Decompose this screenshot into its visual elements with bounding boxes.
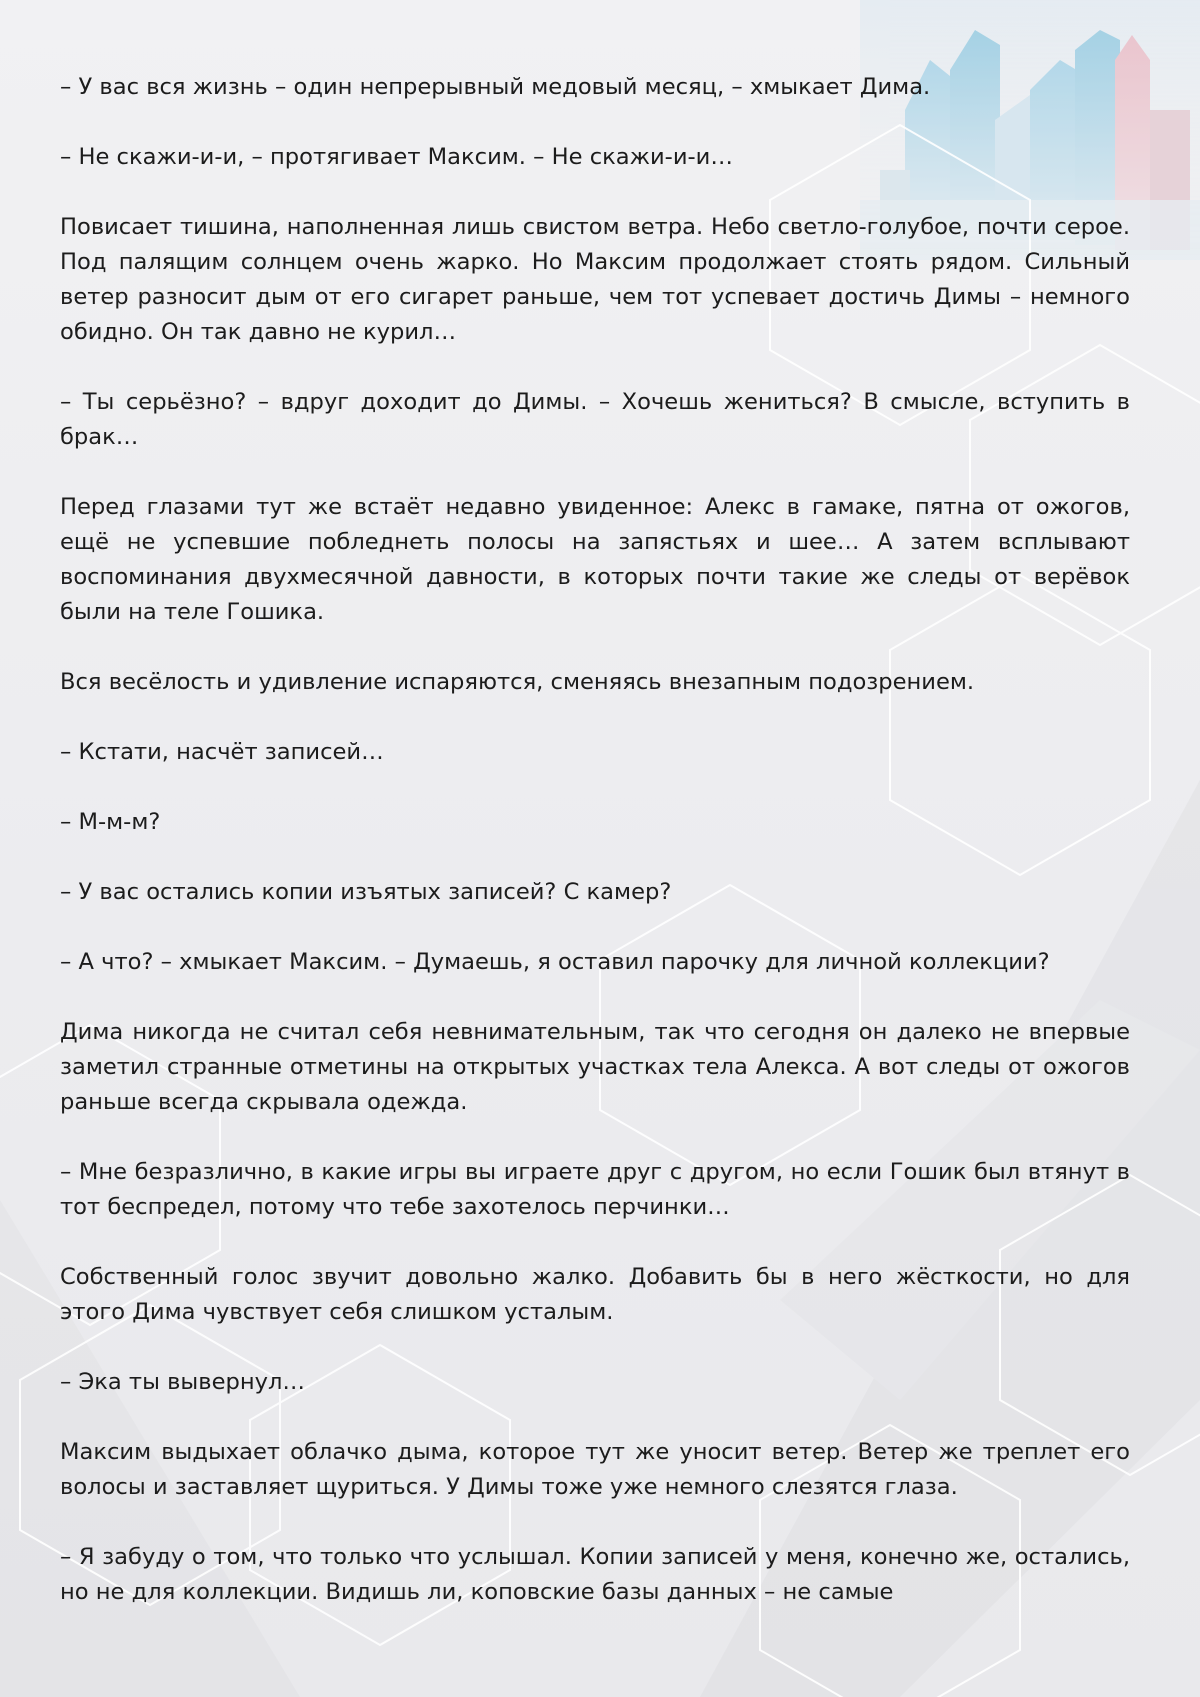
paragraph: – Не скажи-и-и, – протягивает Максим. – Не скажи-и-и… (60, 144, 733, 170)
paragraph: Дима никогда не считал себя невнимательным, так что сегодня он далеко не впервые заметил странные отметины на открытых участках тела Алекса. А вот следы от ожогов раньше всегда скрывала одежда. (60, 1019, 1130, 1115)
paragraph: Максим выдыхает облачко дыма, которое тут же уносит ветер. Ветер же треплет его волосы и заставляет щуриться. У Димы тоже уже немного слезятся глаза. (60, 1439, 1130, 1500)
paragraph: – Эка ты вывернул… (60, 1369, 306, 1395)
paragraph: – Мне безразлично, в какие игры вы играете друг с другом, но если Гошик был втянут в тот беспредел, потому что тебе захотелось перчинки… (60, 1159, 1130, 1220)
paragraph: Повисает тишина, наполненная лишь свистом ветра. Небо светло-голубое, почти серое. Под палящим солнцем очень жарко. Но Максим продолжает стоять рядом. Сильный ветер разносит дым от его сигарет раньше, чем тот успевает достичь Димы – немного обидно. Он так давно не курил… (60, 214, 1130, 345)
paragraph: – Ты серьёзно? – вдруг доходит до Димы. – Хочешь жениться? В смысле, вступить в брак… (60, 389, 1130, 450)
paragraph: – У вас остались копии изъятых записей? С камер? (60, 879, 672, 905)
paragraph: Перед глазами тут же встаёт недавно увиденное: Алекс в гамаке, пятна от ожогов, ещё не успевшие побледнеть полосы на запястьях и шее… А затем всплывают воспоминания двухмесячной давности, в которых почти такие же следы от верёвок были на теле Гошика. (60, 494, 1130, 625)
paragraph: Собственный голос звучит довольно жалко. Добавить бы в него жёсткости, но для этого Дима чувствует себя слишком усталым. (60, 1264, 1130, 1325)
story-text (60, 70, 1130, 1610)
paragraph: Вся весёлость и удивление испаряются, сменяясь внезапным подозрением. (60, 669, 975, 695)
paragraph: – А что? – хмыкает Максим. – Думаешь, я оставил парочку для личной коллекции? (60, 949, 1050, 975)
paragraph: – Я забуду о том, что только что услышал. Копии записей у меня, конечно же, остались, но не для коллекции. Видишь ли, коповские базы данных – не самые (60, 1544, 1130, 1605)
paragraph: – Кстати, насчёт записей… (60, 739, 384, 765)
paragraph: – У вас вся жизнь – один непрерывный медовый месяц, – хмыкает Дима. (60, 74, 931, 100)
paragraph: – М-м-м? (60, 809, 161, 835)
